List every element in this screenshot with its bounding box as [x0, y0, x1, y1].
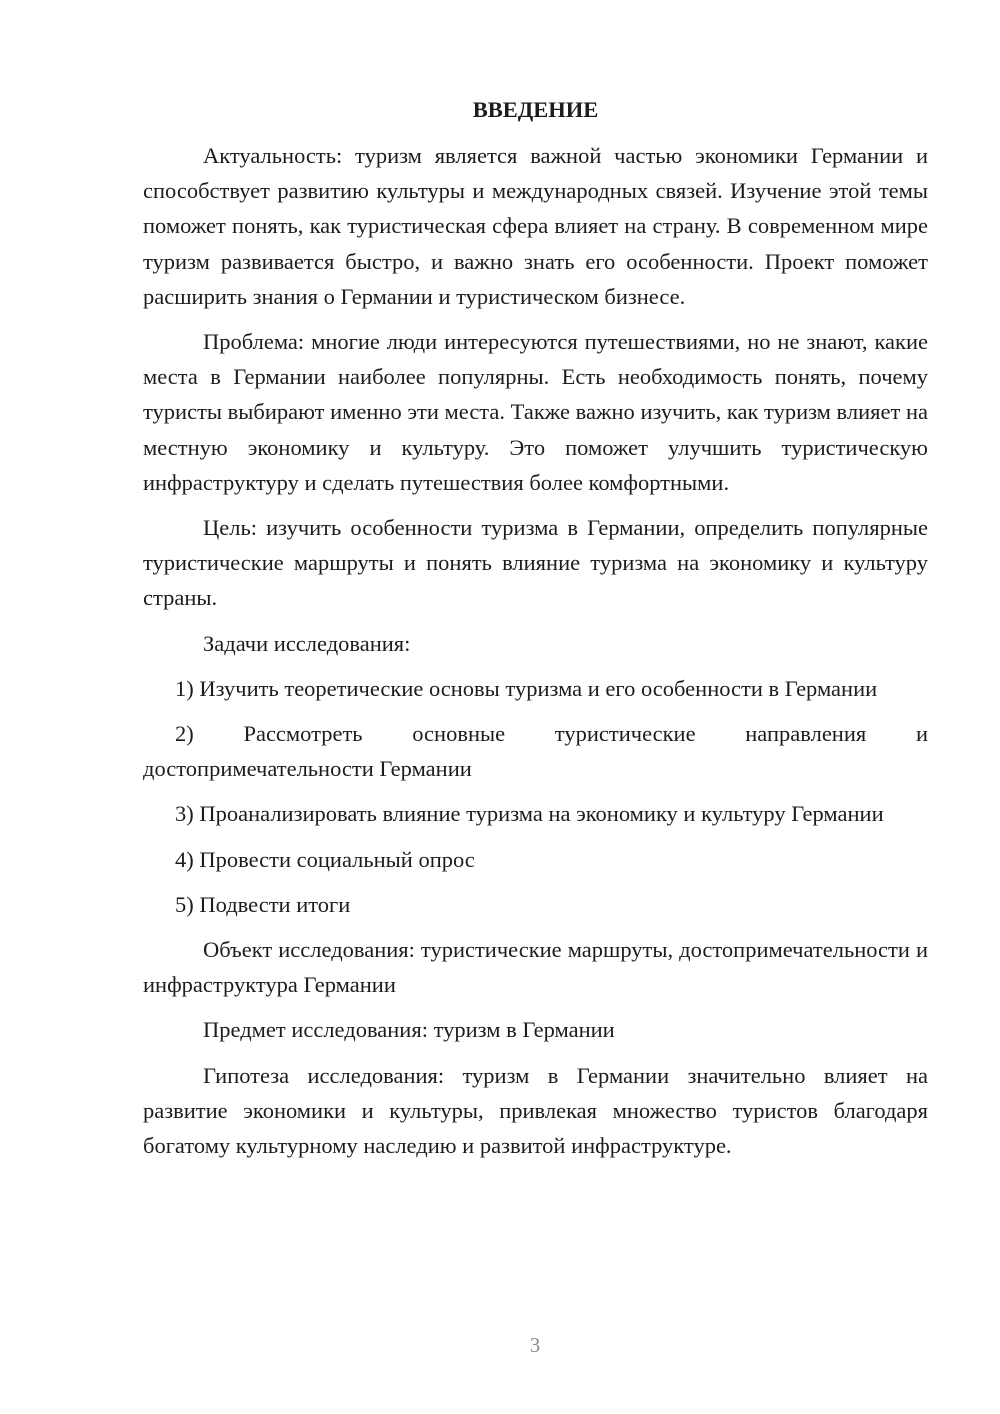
paragraph-object: Объект исследования: туристические маршруты, достопримечательности и инфраструктура Германии: [143, 937, 928, 998]
paragraph-relevance: Актуальность: туризм является важной частью экономики Германии и способствует развитию культуры и международных связей. Изучение этой темы поможет понять, как туристическая сфера влияет на страну. В современном мире туризм развивается быстро, и важно знать его особенности. Проект поможет расширить знания о Германии и туристическом бизнесе.: [143, 143, 928, 309]
section-title: ВВЕДЕНИЕ: [472, 97, 599, 122]
paragraph-problem: Проблема: многие люди интересуются путешествиями, но не знают, какие места в Германии наиболее популярны. Есть необходимость понять, почему туристы выбирают именно эти места. Также важно изучить, как туризм влияет на местную экономику и культуру. Это поможет улучшить туристическую инфраструктуру и сделать путешествия более комфортными.: [143, 329, 928, 495]
page-number: 3: [529, 1333, 541, 1357]
task-item-2: 2) Рассмотреть основные туристические направления и достопримечательности Германии: [143, 721, 928, 782]
paragraph-hypothesis: Гипотеза исследования: туризм в Германии значительно влияет на развитие экономики и культуры, привлекая множество туристов благодаря богатому культурному наследию и развитой инфраструктуре.: [143, 1062, 928, 1159]
task-item-4: 4) Провести социальный опрос: [175, 846, 475, 872]
tasks-heading: Задачи исследования:: [203, 630, 411, 656]
task-item-1: 1) Изучить теоретические основы туризма и его особенности в Германии: [175, 675, 878, 701]
document-page: [143, 92, 928, 1173]
paragraph-goal: Цель: изучить особенности туризма в Германии, определить популярные туристические маршруты и понять влияние туризма на экономику и культуру страны.: [143, 515, 928, 611]
task-item-3: 3) Проанализировать влияние туризма на экономику и культуру Германии: [175, 801, 884, 827]
task-item-5: 5) Подвести итоги: [175, 891, 351, 917]
paragraph-subject: Предмет исследования: туризм в Германии: [203, 1017, 615, 1043]
